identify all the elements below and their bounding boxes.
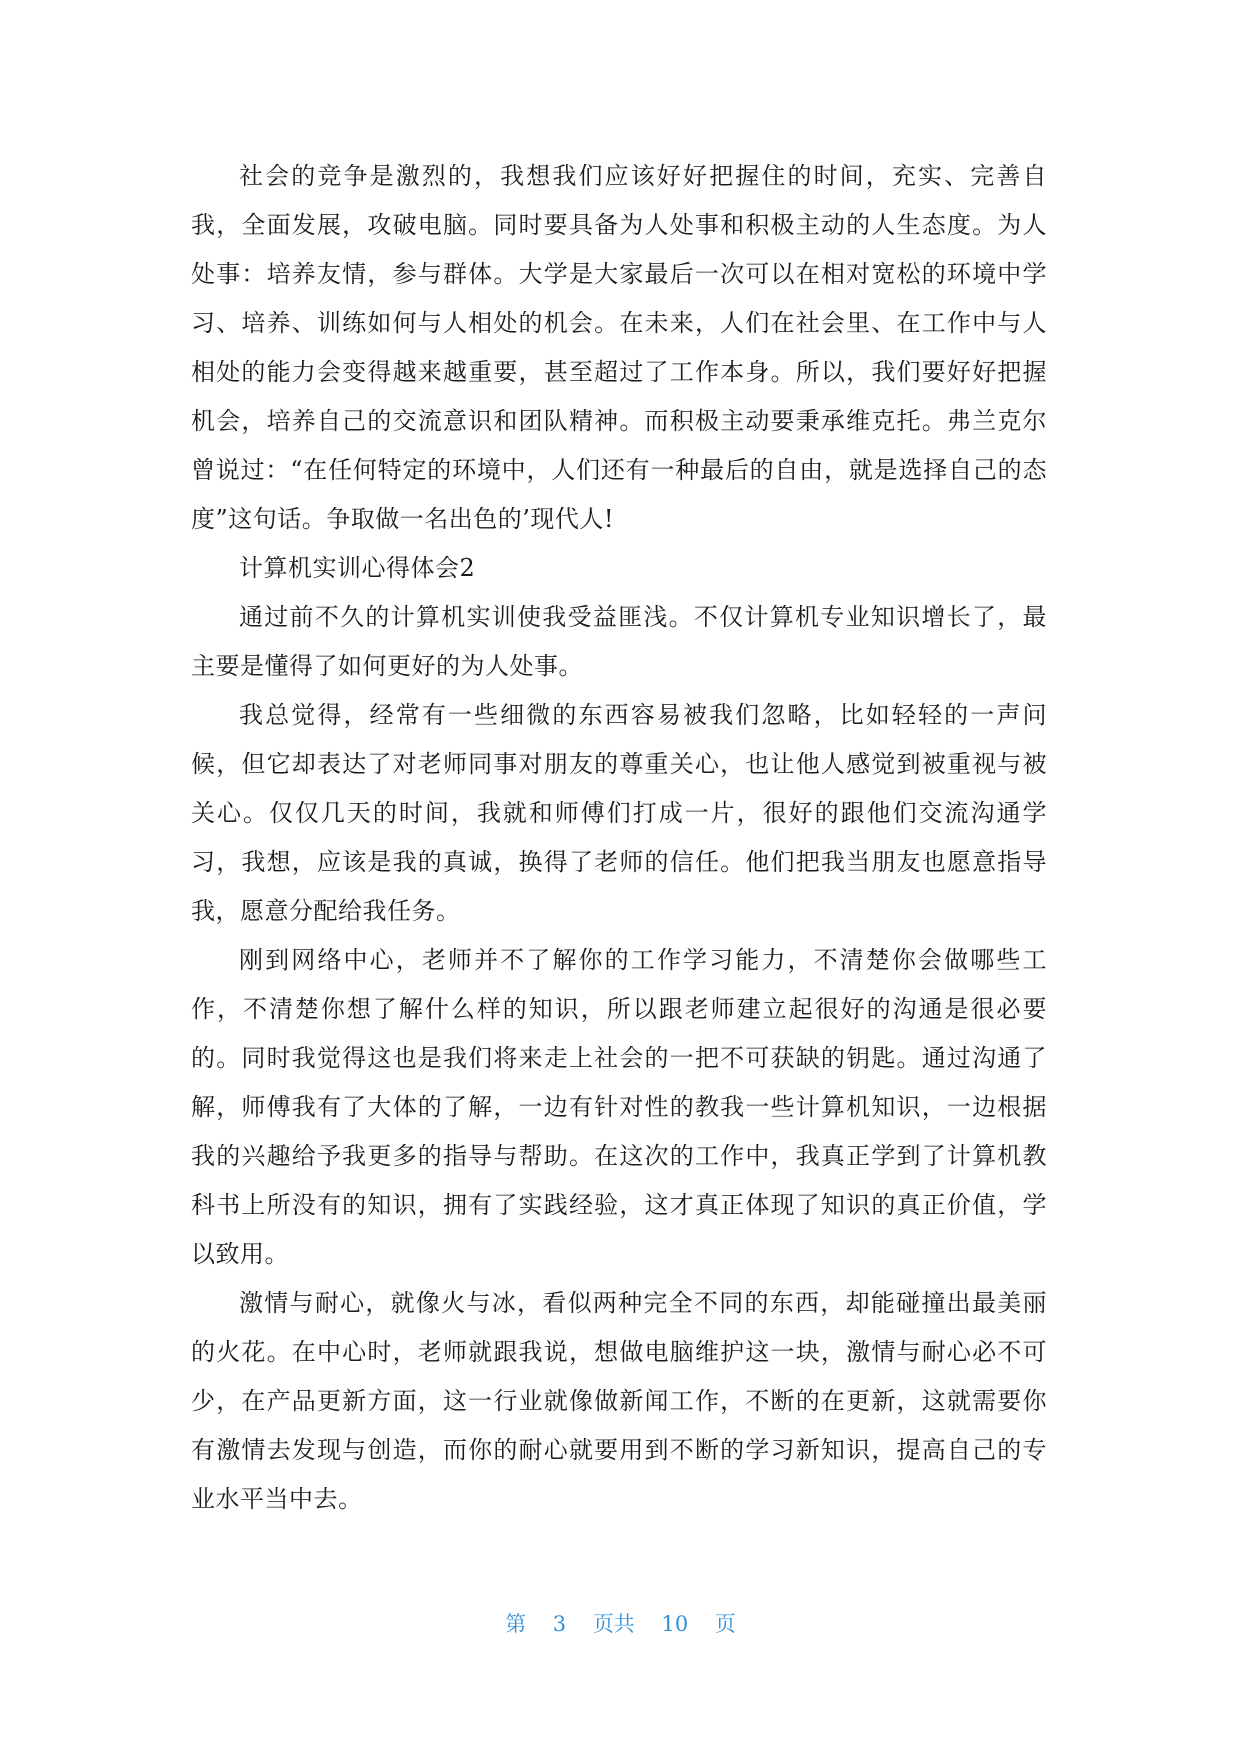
document-body — [191, 152, 1047, 1524]
paragraph: 通过前不久的计算机实训使我受益匪浅。不仅计算机专业知识增长了，最主要是懂得了如何更好的为人处事。 — [191, 603, 1047, 680]
paragraph: 刚到网络中心，老师并不了解你的工作学习能力，不清楚你会做哪些工作，不清楚你想了解什么样的知识，所以跟老师建立起很好的沟通是很必要的。同时我觉得这也是我们将来走上社会的一把不可获缺的钥匙。通过沟通了解，师傅我有了大体的了解，一边有针对性的教我一些计算机知识，一边根据我的兴趣给予我更多的指导与帮助。在这次的工作中，我真正学到了计算机教科书上所没有的知识，拥有了实践经验，这才真正体现了知识的真正价值，学以致用。 — [191, 946, 1047, 1268]
footer-middle: 页共 — [592, 1612, 635, 1636]
footer-current-page: 3 — [552, 1612, 567, 1636]
footer-prefix: 第 — [505, 1612, 527, 1636]
paragraph: 激情与耐心，就像火与冰，看似两种完全不同的东西，却能碰撞出最美丽的火花。在中心时，老师就跟我说，想做电脑维护这一块，激情与耐心必不可少，在产品更新方面，这一行业就像做新闻工作，不断的在更新，这就需要你有激情去发现与创造，而你的耐心就要用到不断的学习新知识，提高自己的专业水平当中去。 — [191, 1289, 1047, 1513]
paragraph: 社会的竞争是激烈的，我想我们应该好好把握住的时间，充实、完善自我，全面发展，攻破电脑。同时要具备为人处事和积极主动的人生态度。为人处事：培养友情，参与群体。大学是大家最后一次可以在相对宽松的环境中学习、培养、训练如何与人相处的机会。在未来，人们在社会里、在工作中与人相处的能力会变得越来越重要，甚至超过了工作本身。所以，我们要好好把握机会，培养自己的交流意识和团队精神。而积极主动要秉承维克托。弗兰克尔曾说过：“在任何特定的环境中，人们还有一种最后的自由，就是选择自己的态度”这句话。争取做一名出色的’现代人! — [191, 162, 1047, 533]
paragraph: 我总觉得，经常有一些细微的东西容易被我们忽略，比如轻轻的一声问候，但它却表达了对老师同事对朋友的尊重关心，也让他人感觉到被重视与被关心。仅仅几天的时间，我就和师傅们打成一片，很好的跟他们交流沟通学习，我想，应该是我的真诚，换得了老师的信任。他们把我当朋友也愿意指导我，愿意分配给我任务。 — [191, 701, 1047, 925]
footer-suffix: 页 — [714, 1612, 736, 1636]
section-heading: 计算机实训心得体会2 — [239, 554, 476, 582]
page-footer — [0, 1608, 1241, 1638]
footer-total-pages: 10 — [661, 1612, 689, 1636]
